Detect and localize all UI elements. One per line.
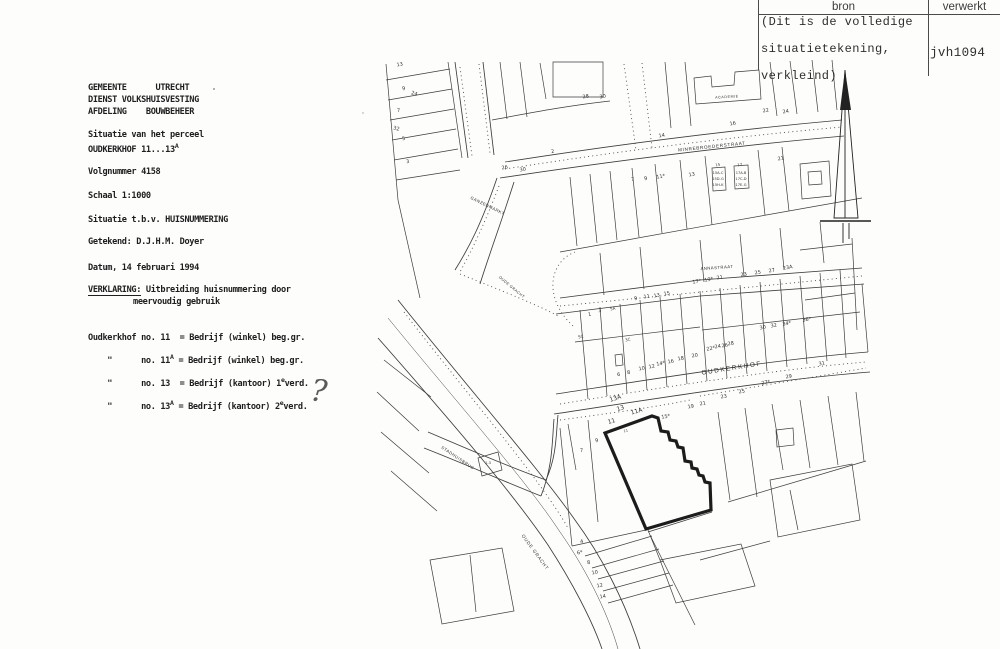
stamp-note-line2: situatietekening, xyxy=(761,42,891,56)
parcel-number-label: 3 xyxy=(405,158,410,166)
entry-description: = Bedrijf (winkel) beg.gr. xyxy=(170,333,306,343)
street-name-label: OUDKERKHOF xyxy=(701,360,763,377)
parcel-number-label: 15 xyxy=(663,290,671,298)
parcel-number-label: 23 xyxy=(740,271,748,279)
parcel-number-label: 17C-D xyxy=(735,177,747,181)
stamp-header-verwerkt xyxy=(929,0,1000,14)
parcel-number-label: 26 xyxy=(501,164,509,172)
parcel-number-label: 1 xyxy=(587,311,592,319)
entry-sup: A xyxy=(170,399,174,407)
parcel-number-label: 20 xyxy=(691,352,699,360)
parcel-number-label: 16 xyxy=(667,358,675,366)
parcel-number-label: 24 xyxy=(714,343,722,351)
perceel-sup: A xyxy=(174,142,179,150)
street-name-label: MINREBROEDERSTRAAT xyxy=(677,140,746,153)
parcel-number-label: 13 xyxy=(615,404,626,414)
parcel-number-label: 34* xyxy=(781,320,792,328)
parcel-number-label: 5C xyxy=(577,333,584,340)
org-line: GEMEENTE UTRECHT xyxy=(88,83,190,93)
parcel-number-label: 17 xyxy=(736,161,743,168)
parcel-number-label: 9 xyxy=(401,85,406,93)
parcel-number-label: 30 xyxy=(519,166,527,174)
parcel-number-label: 24 xyxy=(410,90,419,98)
entry-row xyxy=(88,376,309,389)
verklaring-line2: meervoudig gebruik xyxy=(133,297,220,307)
parcel-number-label: 17* xyxy=(691,278,702,286)
parcel-number-label: 13 xyxy=(653,292,661,300)
verklaring-line xyxy=(88,285,291,295)
street-name-label: ACADEMIE xyxy=(715,94,739,100)
parcel-number-label: 4 xyxy=(579,538,584,546)
entry-row xyxy=(88,399,308,412)
parcel-number-label: 7 xyxy=(396,107,401,115)
parcel-number-label: 5 xyxy=(401,135,406,143)
handwritten-question-mark: ? xyxy=(309,373,329,410)
parcel-number-label: 7 xyxy=(579,447,584,455)
scan-speck xyxy=(213,88,215,90)
street-name-label: ANNASTRAAT xyxy=(700,263,734,272)
parcel-number-label: 22 xyxy=(762,107,770,115)
parcel-number-label: 7 xyxy=(630,176,635,184)
parcel-number-label: 21 xyxy=(716,274,724,282)
parcel-number-label: 19* xyxy=(703,276,714,284)
parcel-number-label: 15 xyxy=(714,161,721,168)
parcel-number-label: 15D-G xyxy=(712,177,724,181)
parcel-number-label: 25 xyxy=(738,388,746,396)
entry-row xyxy=(88,353,304,366)
parcel-number-label: 15* xyxy=(660,413,671,421)
stamp-header-bron xyxy=(759,0,928,14)
entry-sup2: e xyxy=(280,376,285,384)
parcel-number-label: 11A xyxy=(629,406,644,417)
parcel-number-label: 15H-K xyxy=(712,183,724,187)
parcel-number-label: 13 xyxy=(396,61,404,69)
parcel-number-label: 8 xyxy=(626,369,631,377)
situatie-label: Situatie van het perceel xyxy=(88,130,204,140)
street-name-label: OUDE GRACHT xyxy=(520,533,550,571)
parcel-number-label: 9 xyxy=(594,437,599,445)
entry-description: = Bedrijf (winkel) beg.gr. xyxy=(173,356,304,366)
entry-address: " no. 11 xyxy=(88,356,171,366)
stamp-note xyxy=(761,16,931,84)
parcel-number-label: 30 xyxy=(599,93,607,101)
parcel-number-label: 8 xyxy=(586,559,591,567)
org-line: AFDELING BOUWBEHEER xyxy=(88,107,195,117)
parcel-number-label: 10 xyxy=(638,365,646,373)
scan-speck xyxy=(362,112,364,114)
parcel-number-label: 18 xyxy=(677,355,685,363)
stamp-note-line1: (Dit is de volledige xyxy=(761,15,914,29)
datum-line: Datum, 14 februari 1994 xyxy=(88,263,199,273)
verwerkt-label: verwerkt xyxy=(942,1,987,13)
parcel-number-label: 21 xyxy=(699,400,707,408)
entry-post: verd. xyxy=(283,402,308,412)
parcel-number-label: 3 xyxy=(597,307,602,315)
parcel-number-label: 23 xyxy=(720,393,728,401)
parcel-number-label: 13 xyxy=(688,171,696,179)
parcel-number-label: 6 xyxy=(616,371,621,379)
situatie-tbv-line: Situatie t.b.v. HUISNUMMERING xyxy=(88,215,228,225)
parcel-number-label: 13A xyxy=(608,393,623,404)
parcel-number-label: 14* xyxy=(655,360,666,368)
parcel-number-label: 11 xyxy=(606,417,617,426)
entry-address: Oudkerkhof no. 11 xyxy=(88,333,171,343)
highlighted-parcel xyxy=(605,416,711,529)
street-name-label: GANZENMARKT xyxy=(469,195,506,217)
parcel-number-label: 14 xyxy=(599,593,607,601)
parcel-number-label: 19 xyxy=(687,403,695,411)
parcel-number-label: 24 xyxy=(782,108,790,116)
parcel-number-label: 16 xyxy=(729,120,737,128)
parcel-number-label: 1-3 xyxy=(485,461,491,465)
schaal-line: Schaal 1:1000 xyxy=(88,191,151,201)
street-name-label: STADHUISBRUG xyxy=(440,444,476,471)
street-name-label: OUDE GRACHT xyxy=(497,275,526,300)
parcel-number-label: 29 xyxy=(785,373,793,381)
stamp-note-line3: verkleind) xyxy=(761,69,838,83)
parcel-number-label: 31 xyxy=(818,360,826,368)
parcel-number-label: 9 xyxy=(643,175,648,183)
volgnummer-line: Volgnummer 4158 xyxy=(88,167,161,177)
parcel-number-label: 11 xyxy=(623,428,629,434)
parcel-number-label: 11* xyxy=(655,173,666,181)
parcel-number-label: 25 xyxy=(754,269,762,277)
parcel-number-label: 28 xyxy=(727,340,735,348)
parcel-number-label: 30 xyxy=(759,324,767,332)
entry-description: = Bedrijf (kantoor) 1 xyxy=(170,379,281,389)
parcel-number-label: 10 xyxy=(591,569,599,577)
map-labels xyxy=(392,62,825,601)
parcel-number-label: 15A-C xyxy=(712,171,724,175)
getekend-line: Getekend: D.J.H.M. Doyer xyxy=(88,237,204,247)
parcel-number-label: 26 xyxy=(721,342,729,350)
parcel-number-label: 23A xyxy=(782,264,794,272)
parcel-number-label: 17E-G xyxy=(735,183,747,187)
entry-sup2: e xyxy=(279,399,284,407)
entry-post: verd. xyxy=(284,379,309,389)
parcel-number-label: 28 xyxy=(582,93,590,101)
entry-address: " no. 13 xyxy=(88,379,171,389)
perceel-line xyxy=(88,142,178,155)
parcel-number-label: 32 xyxy=(770,322,778,330)
parcel-number-label: 6* xyxy=(576,549,584,557)
parcel-number-label: 14 xyxy=(658,132,666,140)
north-arrow-icon xyxy=(820,70,871,243)
verklaring-text: Uitbreiding huisnummering door xyxy=(141,285,291,295)
parcel-number-label: 12 xyxy=(596,582,604,590)
org-line: DIENST VOLKSHUISVESTING xyxy=(88,95,199,105)
parcel-number-label: 17A-B xyxy=(735,171,747,175)
entry-row xyxy=(88,330,305,343)
entry-address: " no. 13 xyxy=(88,402,171,412)
parcel-number-label: 27 xyxy=(768,267,776,275)
entry-description: = Bedrijf (kantoor) 2 xyxy=(173,402,280,412)
verklaring-label: VERKLARING: xyxy=(88,285,142,295)
perceel-text: OUDKERKHOF 11...13 xyxy=(88,145,175,155)
info-block xyxy=(0,0,380,649)
parcel-number-label: 27* xyxy=(760,379,771,387)
parcel-number-label: 5A xyxy=(609,305,616,312)
bron-label: bron xyxy=(831,1,856,13)
parcel-number-label: 2 xyxy=(550,148,555,156)
parcel-number-label: 32 xyxy=(392,125,401,133)
parcel-number-label: 11 xyxy=(643,293,651,301)
parcel-number-label: 12 xyxy=(648,363,656,371)
parcel-number-label: 22* xyxy=(705,345,716,353)
entry-sup: A xyxy=(170,353,174,361)
parcel-number-label: 36* xyxy=(801,316,812,324)
parcel-number-label: 3C xyxy=(624,336,631,343)
stamp-verwerkt-value: jvh1094 xyxy=(930,46,986,60)
parcel-number-label: 9 xyxy=(633,295,638,303)
parcel-number-label: 21 xyxy=(777,155,785,163)
